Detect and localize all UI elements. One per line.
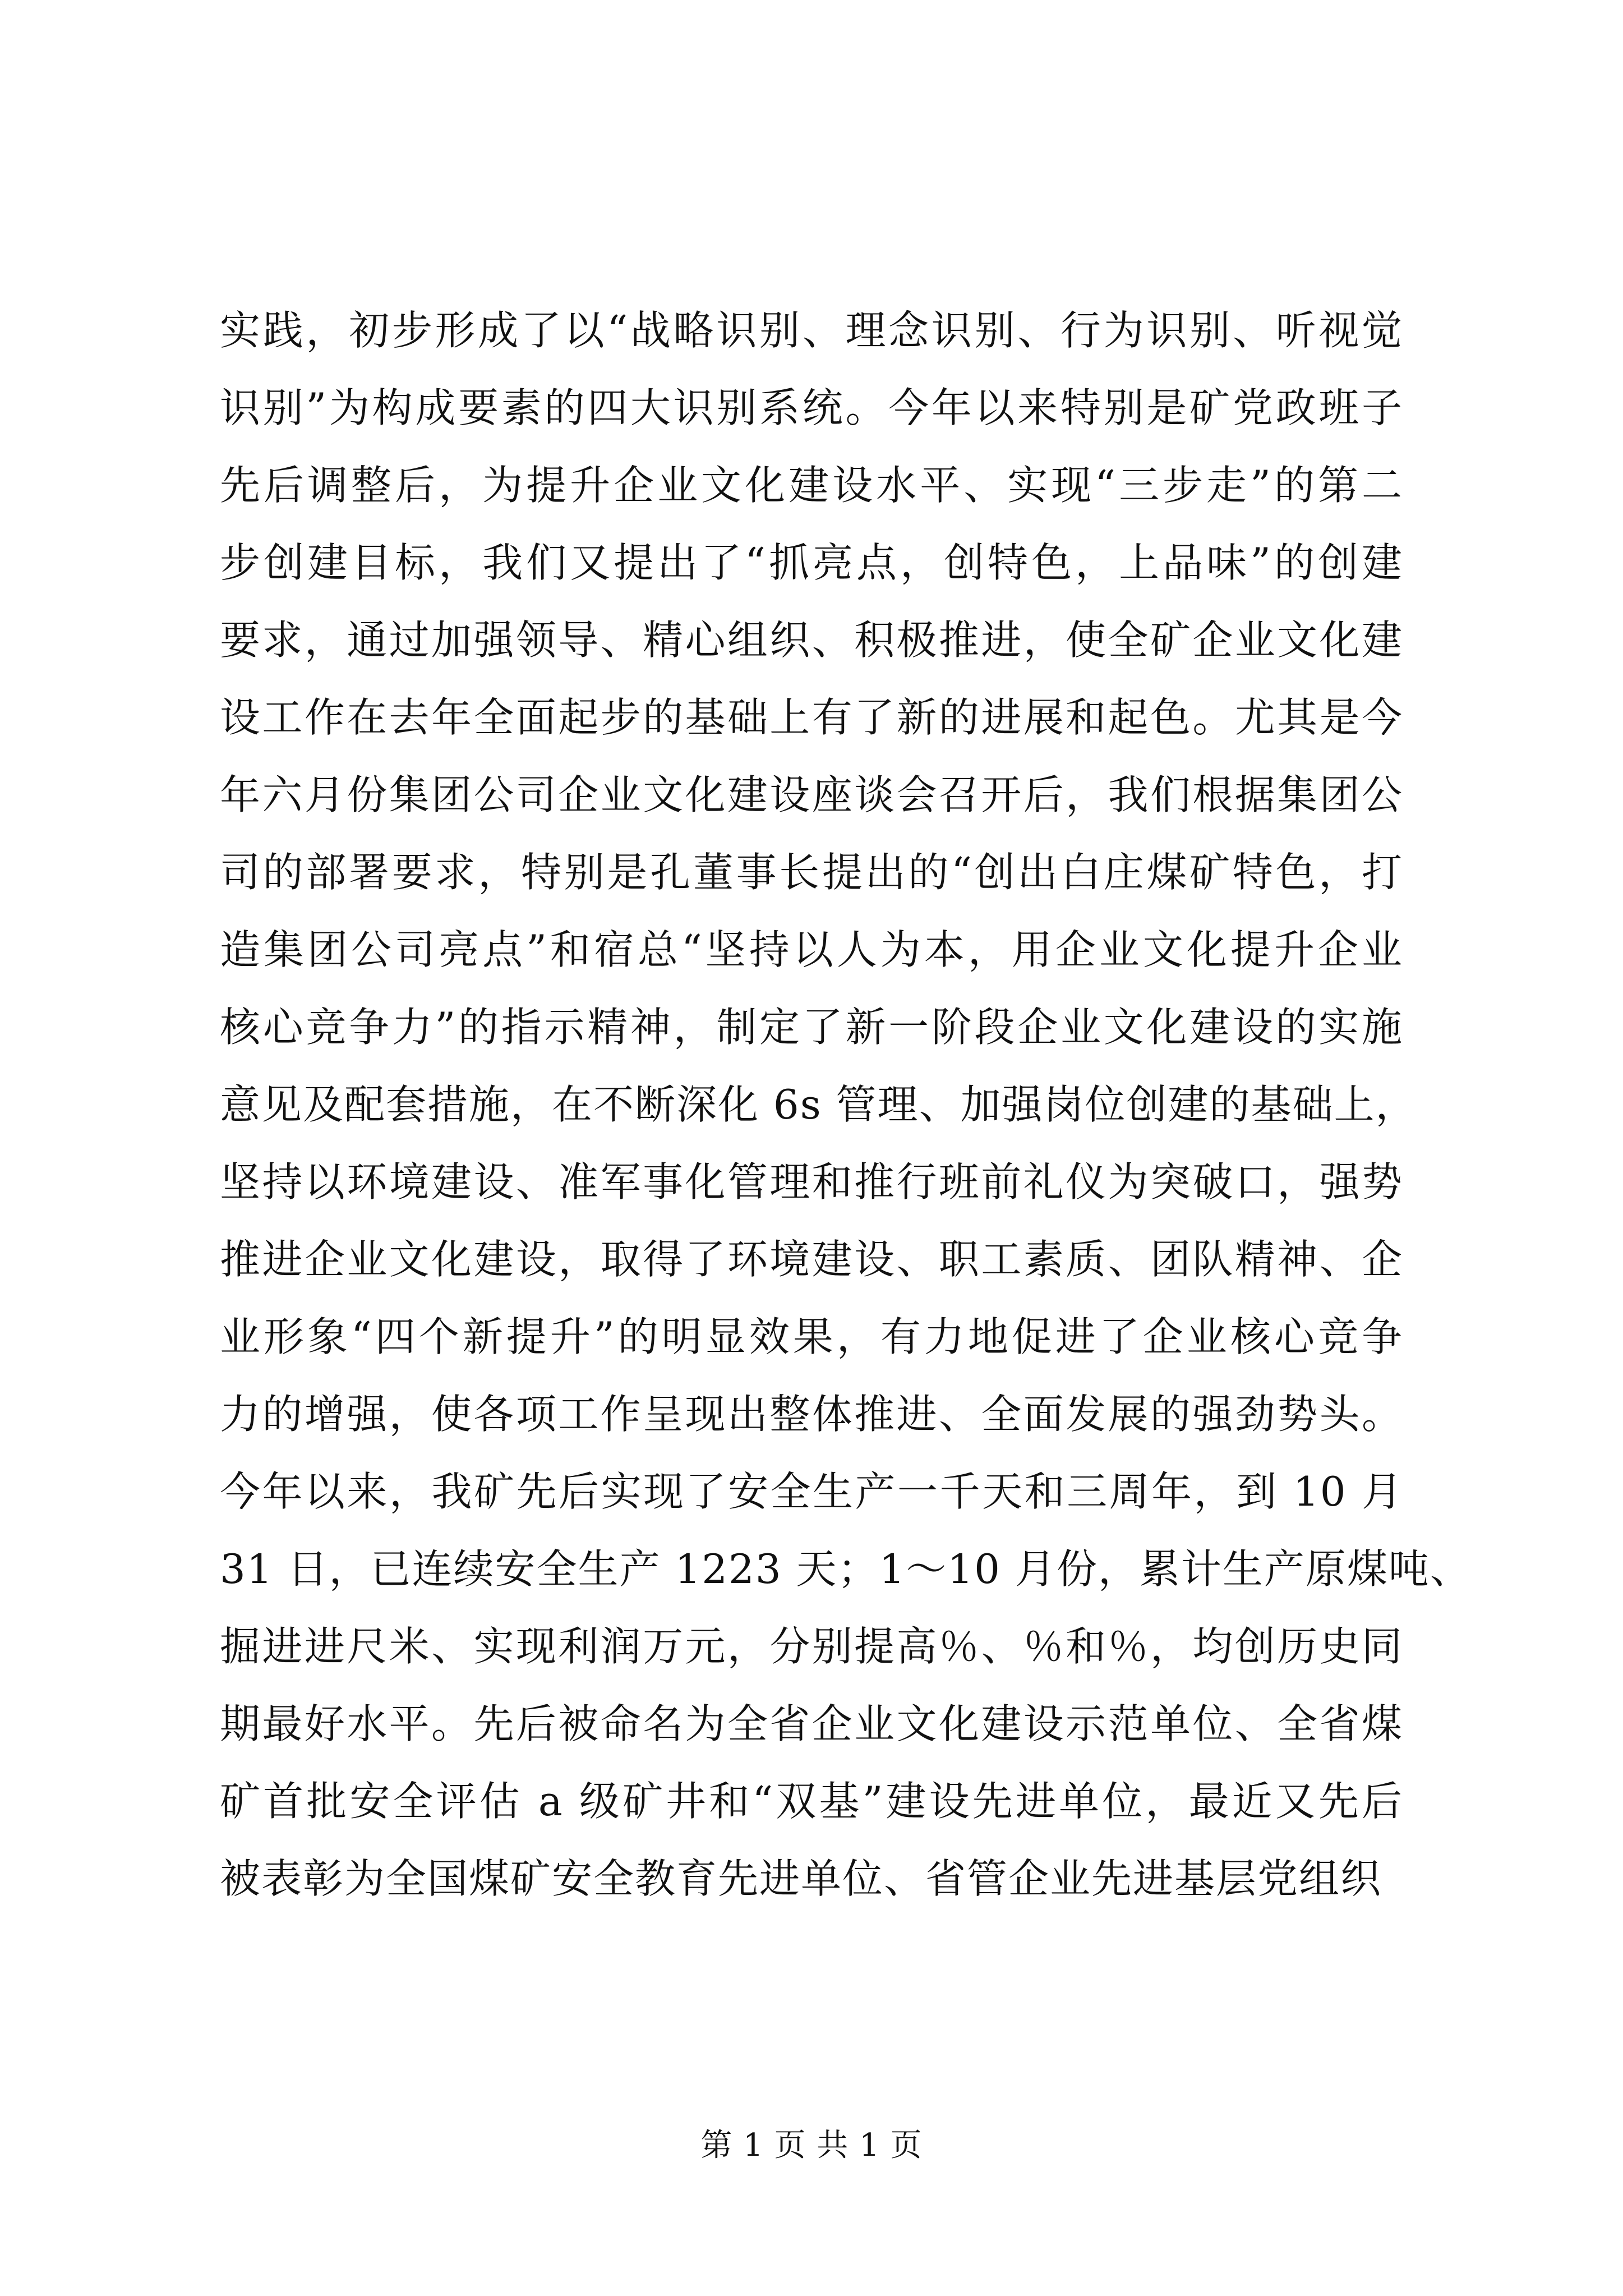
text-line: 司的部署要求，特别是孔董事长提出的“创出白庄煤矿特色，打: [220, 849, 1403, 896]
text-line: 矿首批安全评估 a 级矿井和“双基”建设先进单位，最近又先后: [220, 1778, 1403, 1825]
text-line: 31 日，已连续安全生产 1223 天；1～10 月份，累计生产原煤吨、: [220, 1545, 1472, 1593]
text-line: 步创建目标，我们又提出了“抓亮点，创特色，上品味”的创建: [220, 539, 1403, 586]
text-line: 业形象“四个新提升”的明显效果，有力地促进了企业核心竞争: [220, 1313, 1403, 1360]
text-line: 掘进进尺米、实现利润万元，分别提高％、％和％，均创历史同: [220, 1623, 1403, 1670]
text-line: 期最好水平。先后被命名为全省企业文化建设示范单位、全省煤: [220, 1700, 1403, 1747]
text-line: 推进企业文化建设，取得了环境建设、职工素质、团队精神、企: [220, 1236, 1403, 1283]
text-line: 年六月份集团公司企业文化建设座谈会召开后，我们根据集团公: [220, 771, 1403, 818]
page-footer: [0, 2126, 1623, 2165]
page-number-label: 第 1 页 共 1 页: [700, 2127, 923, 2164]
text-line: 识别”为构成要素的四大识别系统。今年以来特别是矿党政班子: [220, 384, 1403, 431]
text-line: 要求，通过加强领导、精心组织、积极推进，使全矿企业文化建: [220, 616, 1403, 664]
text-line: 先后调整后，为提升企业文化建设水平、实现“三步走”的第二: [220, 462, 1403, 509]
text-line: 实践，初步形成了以“战略识别、理念识别、行为识别、听视觉: [220, 307, 1403, 354]
text-line: 设工作在去年全面起步的基础上有了新的进展和起色。尤其是今: [220, 694, 1403, 741]
text-line: 力的增强，使各项工作呈现出整体推进、全面发展的强劲势头。: [220, 1391, 1403, 1438]
text-line: 今年以来，我矿先后实现了安全生产一千天和三周年，到 10 月: [220, 1468, 1403, 1515]
text-line: 坚持以环境建设、准军事化管理和推行班前礼仪为突破口，强势: [220, 1158, 1403, 1205]
text-line: 意见及配套措施，在不断深化 6s 管理、加强岗位创建的基础上，: [220, 1081, 1417, 1128]
text-line: 造集团公司亮点”和宿总“坚持以人为本，用企业文化提升企业: [220, 926, 1403, 973]
text-line: 核心竞争力”的指示精神，制定了新一阶段企业文化建设的实施: [220, 1004, 1403, 1051]
body-text: [220, 292, 1472, 1917]
text-line: 被表彰为全国煤矿安全教育先进单位、省管企业先进基层党组织: [220, 1855, 1382, 1902]
